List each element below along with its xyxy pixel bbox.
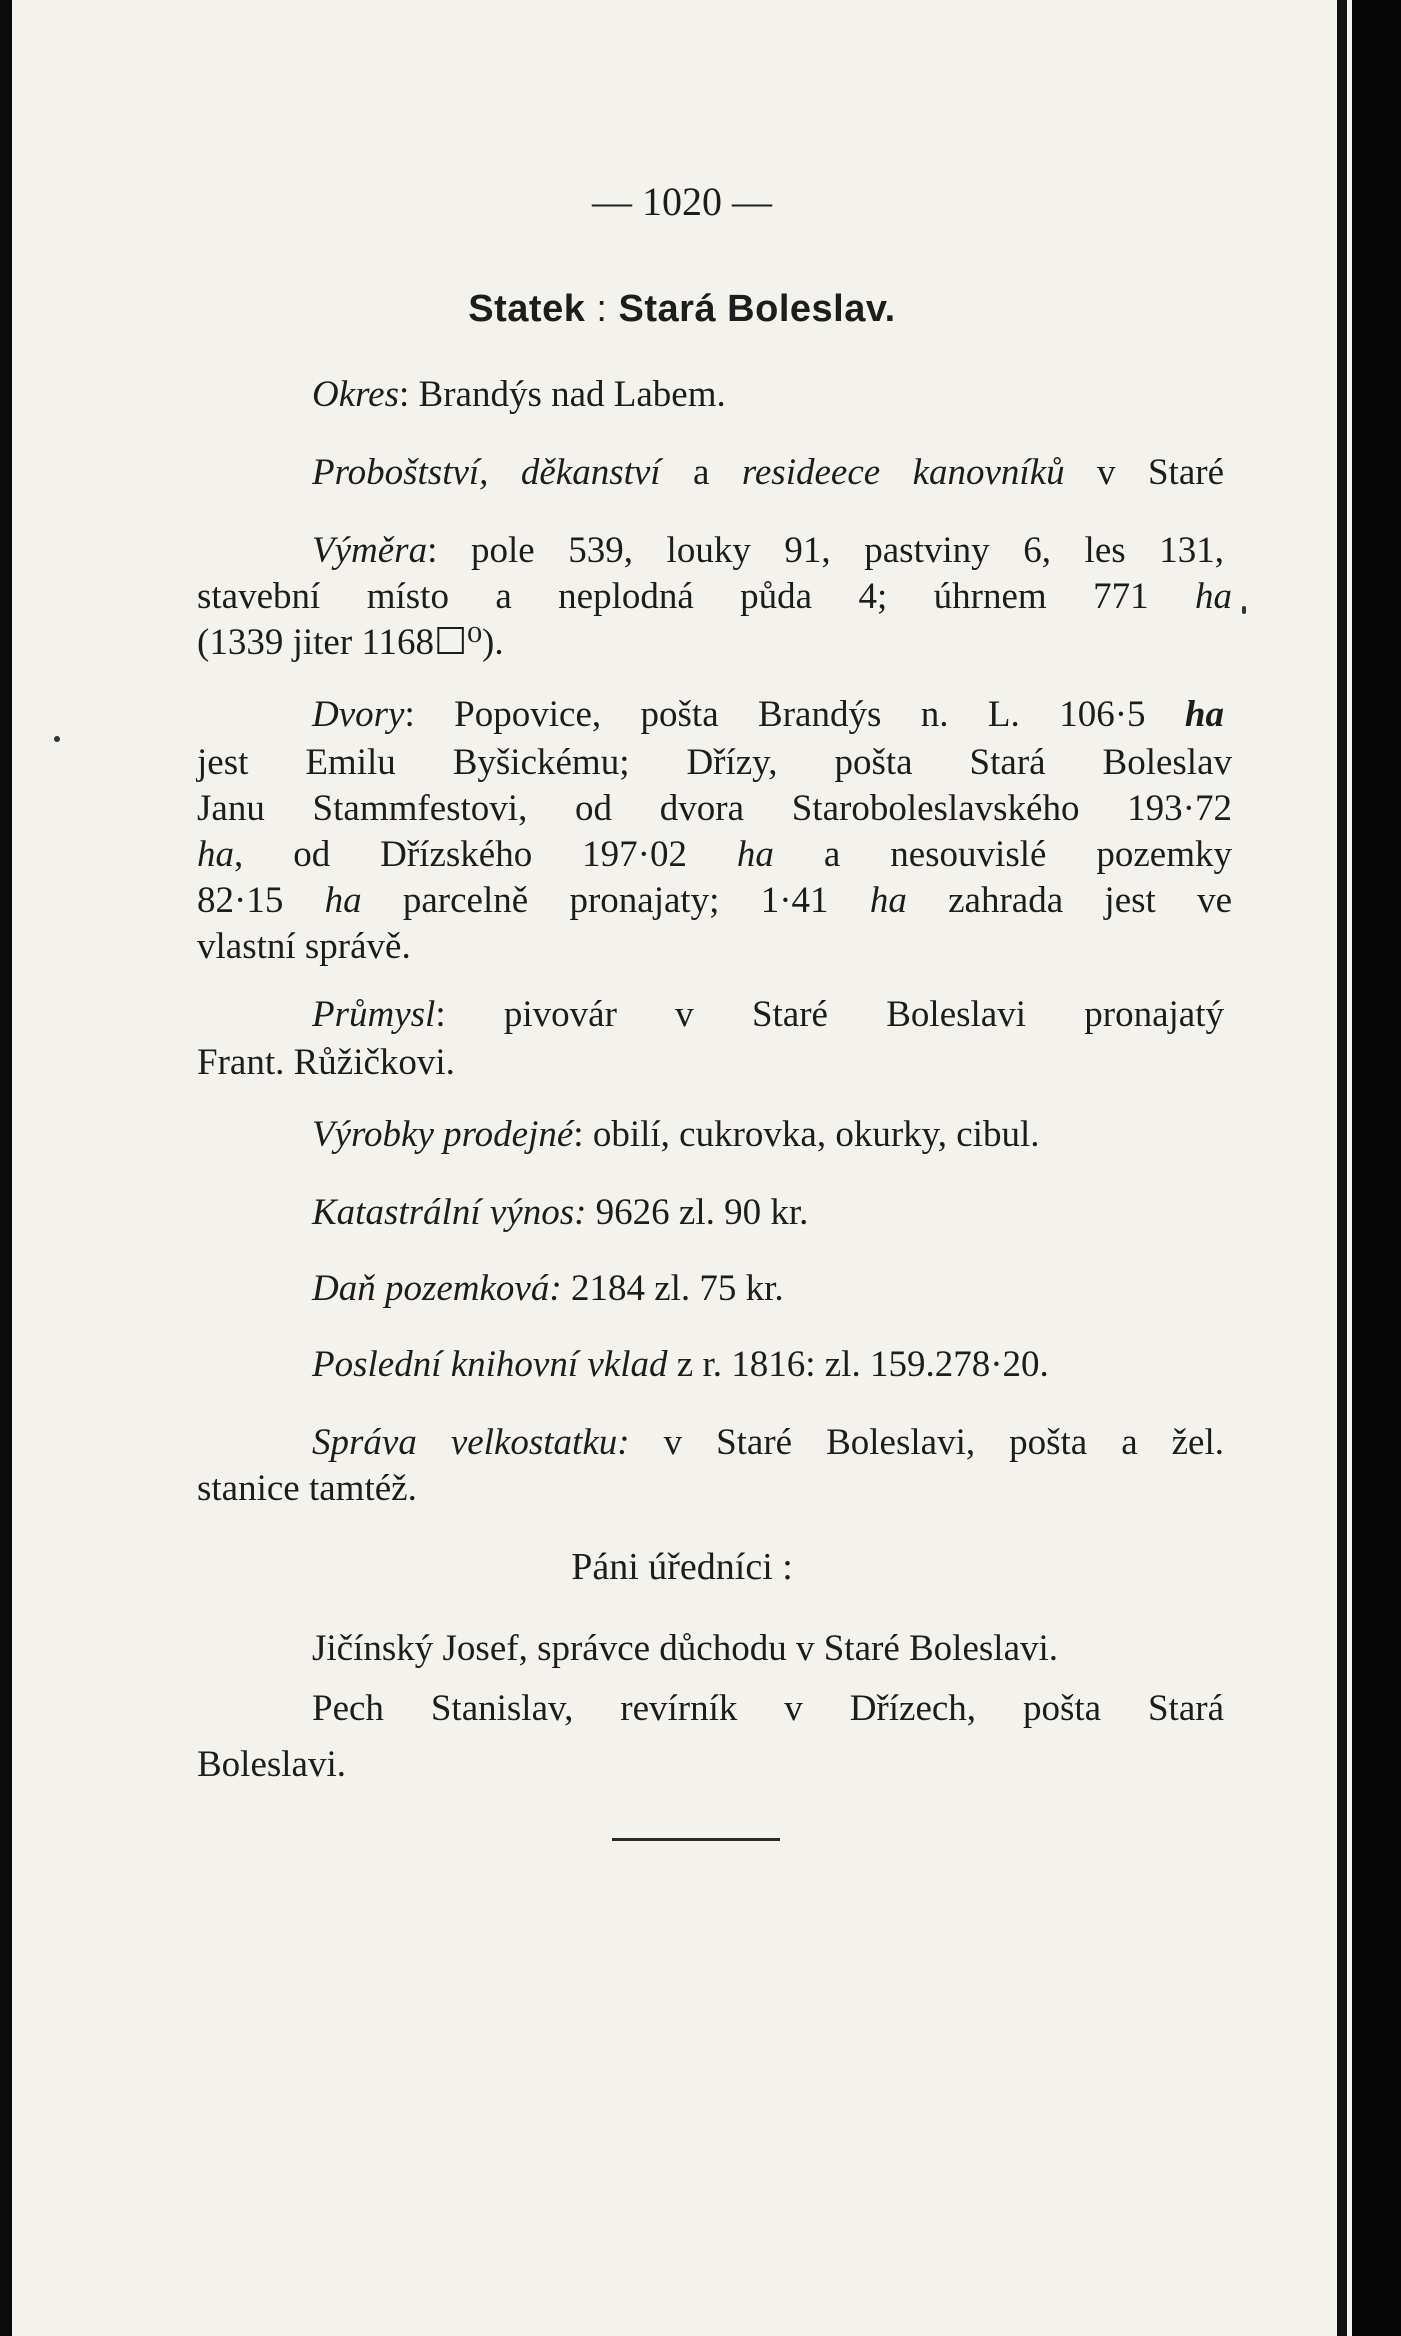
vyrobky-label: Výrobky prodejné — [312, 1114, 574, 1155]
dan-entry — [312, 1266, 1224, 1312]
dvory-line-2: jest Emilu Byšickému; Dřízy, pošta Stará Boleslav — [197, 742, 1232, 783]
page-number: — 1020 — — [592, 179, 772, 224]
probostvi-label: Proboštství, — [312, 452, 489, 493]
title-prefix: Statek — [468, 288, 586, 330]
dvory-line-3: Janu Stammfestovi, od dvora Staroboleslavského 193·72 — [197, 788, 1232, 829]
probostvi-entry — [312, 450, 1224, 496]
closing-rule — [612, 1838, 780, 1841]
vklad-value: z r. 1816: zl. 159.278·20. — [667, 1344, 1049, 1385]
dvory-line-1 — [312, 692, 1224, 738]
dvory-unit-4: ha — [324, 880, 362, 921]
dan-value: 2184 zl. 75 kr. — [561, 1268, 784, 1309]
katastralni-value: 9626 zl. 90 kr. — [586, 1192, 809, 1233]
sprava-line-1 — [312, 1420, 1224, 1466]
vyrobky-entry — [312, 1112, 1224, 1158]
dvory-unit-2: ha — [197, 834, 234, 875]
dvory-unit-3: ha — [736, 834, 774, 875]
okres-entry — [312, 372, 1212, 418]
vymera-line-2 — [197, 574, 1232, 620]
vymera-text-2: stavební místo a neplodná půda 4; úhrnem 771 — [197, 576, 1195, 617]
vymera-label: Výměra — [312, 530, 428, 571]
dvory-text-4a: , od Dřízského 197·02 — [234, 834, 737, 875]
dvory-line-4 — [197, 832, 1232, 878]
residence-label: resideece kanovníků — [741, 452, 1065, 493]
vklad-label: Poslední knihovní vklad — [312, 1344, 668, 1385]
probostvi-rest: v Staré — [1064, 452, 1224, 493]
scan-border — [1352, 0, 1401, 2336]
vyrobky-value: : obilí, cukrovka, okurky, cibul. — [573, 1114, 1040, 1155]
sprava-text-1: v Staré Boleslavi, pošta a žel. — [629, 1422, 1224, 1463]
prumysl-text-1: : pivovár v Staré Boleslavi pronajatý — [435, 994, 1224, 1035]
prumysl-label: Průmysl — [312, 994, 436, 1035]
official-entry-2-line-2: Boleslavi. — [197, 1744, 347, 1785]
dvory-unit-5: ha — [869, 880, 907, 921]
dvory-line-5 — [197, 878, 1232, 924]
official-entry-1: Jičínský Josef, správce důchodu v Staré Boleslavi. — [312, 1628, 1059, 1669]
sprava-line-2: stanice tamtéž. — [197, 1468, 417, 1509]
dvory-line-6: vlastní správě. — [197, 926, 411, 967]
okres-label: Okres — [312, 374, 399, 415]
dvory-text-1: : Popovice, pošta Brandýs n. L. 106·5 — [404, 694, 1185, 735]
scan-speck — [1242, 606, 1246, 614]
officials-heading: Páni úředníci : — [571, 1546, 793, 1588]
vklad-entry — [312, 1342, 1224, 1388]
katastralni-entry — [312, 1190, 1224, 1236]
probostvi-conj: a — [660, 452, 742, 493]
page-edge-shadow — [1337, 0, 1347, 2336]
sprava-label: Správa velkostatku: — [312, 1422, 630, 1463]
dan-label: Daň pozemková: — [312, 1268, 562, 1309]
dvory-text-5a: 82·15 — [197, 880, 325, 921]
vymera-text-1: : pole 539, louky 91, pastviny 6, les 131, — [427, 530, 1224, 571]
vymera-unit: ha — [1195, 576, 1232, 617]
scan-speck — [54, 736, 60, 742]
prumysl-line-2: Frant. Růžičkovi. — [197, 1042, 455, 1083]
dvory-text-5b: parcelně pronajaty; 1·41 — [361, 880, 870, 921]
dvory-label: Dvory — [312, 694, 405, 735]
page-title — [12, 288, 1352, 331]
dekanstvi-label: děkanství — [520, 452, 661, 493]
official-entry-2-line-1: Pech Stanislav, revírník v Dřízech, pošta Stará — [312, 1688, 1224, 1729]
okres-value: : Brandýs nad Labem. — [399, 374, 726, 415]
katastralni-label: Katastrální výnos: — [312, 1192, 587, 1233]
prumysl-line-1 — [312, 992, 1224, 1038]
title-name: Stará Boleslav. — [618, 288, 896, 330]
vymera-line-3: (1339 jiter 1168☐⁰). — [197, 622, 504, 663]
dvory-text-4b: a nesouvislé pozemky — [773, 834, 1233, 875]
title-separator: : — [596, 288, 608, 330]
document-page — [12, 0, 1352, 2336]
dvory-text-5c: zahrada jest ve — [906, 880, 1232, 921]
dvory-unit-1: ha — [1184, 694, 1224, 735]
vymera-line-1 — [312, 528, 1224, 574]
